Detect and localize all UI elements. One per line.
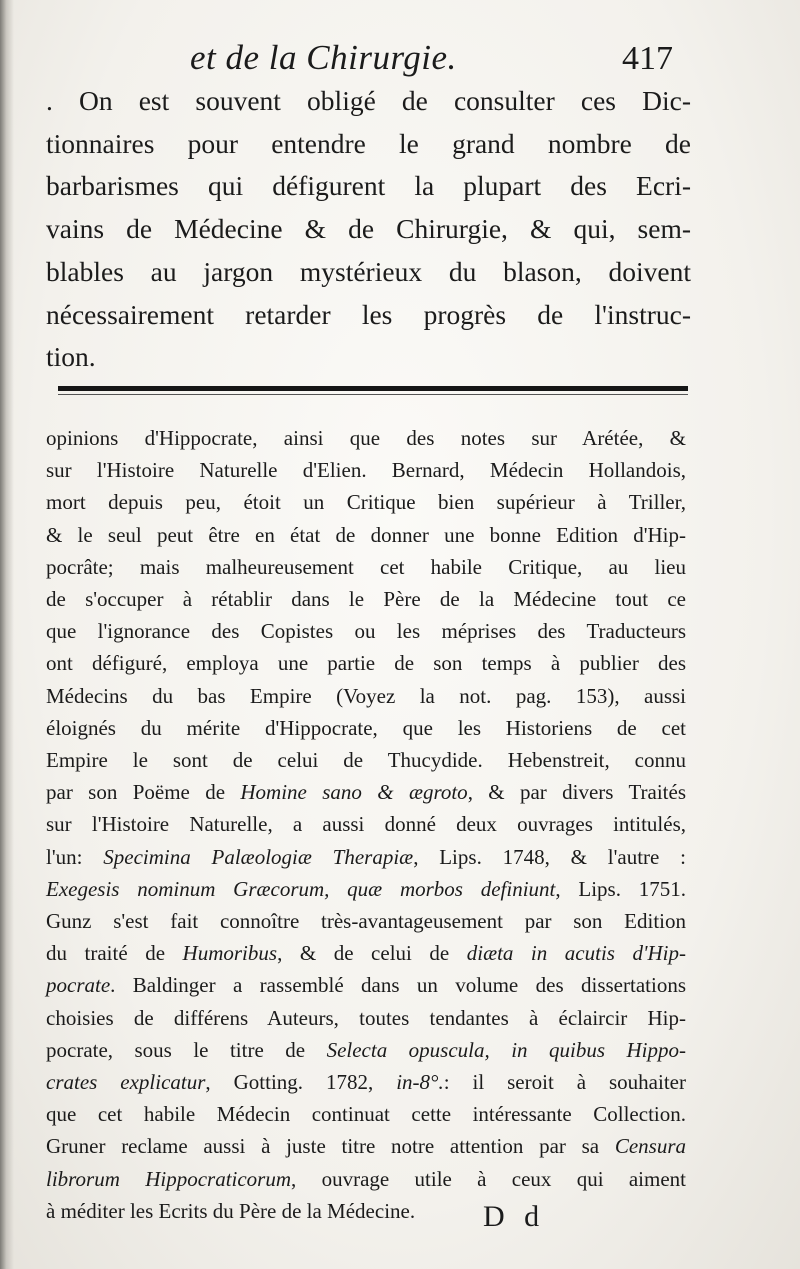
footnote-line (46, 712, 686, 744)
footnote-line (46, 1163, 686, 1195)
signature-mark: D d (483, 1200, 546, 1233)
footnote-line (46, 776, 686, 808)
footnote-line (46, 905, 686, 937)
footnote-text-segment: pocrâte; mais malheureusement cet habile Critique, au lieu (46, 554, 686, 579)
italic-title-text: Specimina Palæologiæ Therapiæ (103, 844, 414, 869)
footnote-text-segment: . Baldinger a rassemblé dans un volume des dissertations (110, 973, 686, 998)
footnote-text-segment: , Lips. 1751. (555, 876, 686, 901)
intro-line: . On est souvent obligé de consulter ces Dic- (46, 85, 691, 116)
footnote-line (46, 519, 686, 551)
footnote-text-segment: Médecins du bas Empire (Voyez la not. pag. 153), aussi (46, 683, 686, 708)
running-title: et de la Chirurgie. (190, 38, 457, 77)
footnote-line (46, 422, 686, 454)
italic-title-text: Selecta opuscula, in quibus Hippo- (326, 1037, 687, 1062)
footnote-line (46, 808, 686, 840)
italic-title-text: diæta in acutis d'Hip- (466, 941, 686, 966)
footnote-text-segment: Empire le sont de celui de Thucydide. Hebenstreit, connu (46, 748, 686, 773)
footnote-text-segment: Gruner reclame aussi à juste titre notre attention par sa (46, 1134, 615, 1159)
footnote-text-segment: , ouvrage utile à ceux qui aiment (291, 1166, 686, 1191)
footnote-line (46, 841, 686, 873)
footnote-line (46, 583, 686, 615)
footnote-text-segment: de s'occuper à rétablir dans le Père de la Médecine tout ce (46, 587, 686, 612)
footnote-line (46, 1034, 686, 1066)
intro-line: blables au jargon mystérieux du blason, doivent (46, 255, 691, 287)
footnote-text-segment: éloignés du mérite d'Hippocrate, que les Historiens de cet (46, 715, 686, 740)
section-divider-rule (58, 386, 688, 391)
footnote-line (46, 1002, 686, 1034)
italic-title-text: Humoribus (182, 941, 278, 966)
footnote-text-segment: , & de celui de (277, 941, 467, 966)
italic-title-text: crates explicatur (46, 1070, 206, 1095)
footnote-text-segment: : il seroit à souhaiter (443, 1070, 686, 1095)
footnote-text-segment: , & par divers Traités (467, 780, 687, 805)
footnote-text-segment: ont défiguré, employa une partie de son temps à publier des (46, 651, 686, 676)
footnote-text-segment: Gunz s'est fait connoître très-avantageusement par son Edition (46, 909, 686, 934)
italic-title-text: pocrate (46, 973, 111, 998)
intro-line: nécessairement retarder les progrès de l'instruc- (46, 298, 691, 330)
footnote-line (46, 454, 686, 486)
footnote-line (46, 1066, 686, 1098)
page-number: 417 (622, 40, 673, 77)
intro-line: barbarismes qui défigurent la plupart des Ecri- (46, 170, 691, 202)
footnote-line (46, 551, 686, 583)
italic-title-text: in-8°. (396, 1070, 444, 1095)
footnote-line (46, 615, 686, 647)
footnote-text-segment: par son Poëme de (46, 780, 241, 805)
footnote-text-segment: sur l'Histoire Naturelle, a aussi donné deux ouvrages intitulés, (46, 812, 686, 837)
footnote-line (46, 1130, 686, 1162)
footnote-line (46, 1195, 686, 1227)
intro-paragraph (46, 80, 691, 379)
footnote-line (46, 937, 686, 969)
italic-title-text: librorum Hippocraticorum (46, 1166, 292, 1191)
footnote-line (46, 647, 686, 679)
footnote-text-segment: choisies de différens Auteurs, toutes tendantes à éclaircir Hip- (46, 1005, 686, 1030)
footnote-line (46, 486, 686, 518)
footnote-text-segment: pocrate, sous le titre de (46, 1037, 327, 1062)
footnote-text (46, 422, 686, 1227)
footnote-line (46, 1098, 686, 1130)
footnote-text-segment: sur l'Histoire Naturelle d'Elien. Bernard, Médecin Hollandois, (46, 458, 686, 483)
footnote-text-segment: que cet habile Médecin continuat cette intéressante Collection. (46, 1102, 686, 1127)
footnote-text-segment: opinions d'Hippocrate, ainsi que des notes sur Arétée, & (46, 426, 686, 450)
footnote-text-segment: que l'ignorance des Copistes ou les méprises des Traducteurs (46, 619, 686, 644)
italic-title-text: Censura (614, 1134, 686, 1159)
italic-title-text: Exegesis nominum Græcorum, quæ morbos definiunt (46, 876, 556, 901)
intro-line: tion. (46, 341, 96, 373)
footnote-text-segment: du traité de (46, 941, 183, 966)
intro-line: vains de Médecine & de Chirurgie, & qui, sem- (46, 213, 691, 245)
footnote-text-segment: mort depuis peu, étoit un Critique bien supérieur à Triller, (46, 490, 686, 515)
footnote-text-segment: à méditer les Ecrits du Père de la Médecine. (46, 1198, 416, 1223)
footnote-text-segment: & le seul peut être en état de donner une bonne Edition d'Hip- (46, 522, 686, 547)
italic-title-text: Homine sano & ægroto (240, 780, 468, 805)
footnote-text-segment: l'un: (46, 844, 104, 869)
footnote-line (46, 680, 686, 712)
footnote-line (46, 873, 686, 905)
footnote-text-segment: , Gotting. 1782, (205, 1070, 397, 1095)
footnote-line (46, 744, 686, 776)
page-edge-shadow (0, 0, 14, 1269)
intro-line: tionnaires pour entendre le grand nombre de (46, 127, 691, 159)
footnote-text-segment: , Lips. 1748, & l'autre : (413, 844, 687, 869)
footnote-line (46, 969, 686, 1001)
